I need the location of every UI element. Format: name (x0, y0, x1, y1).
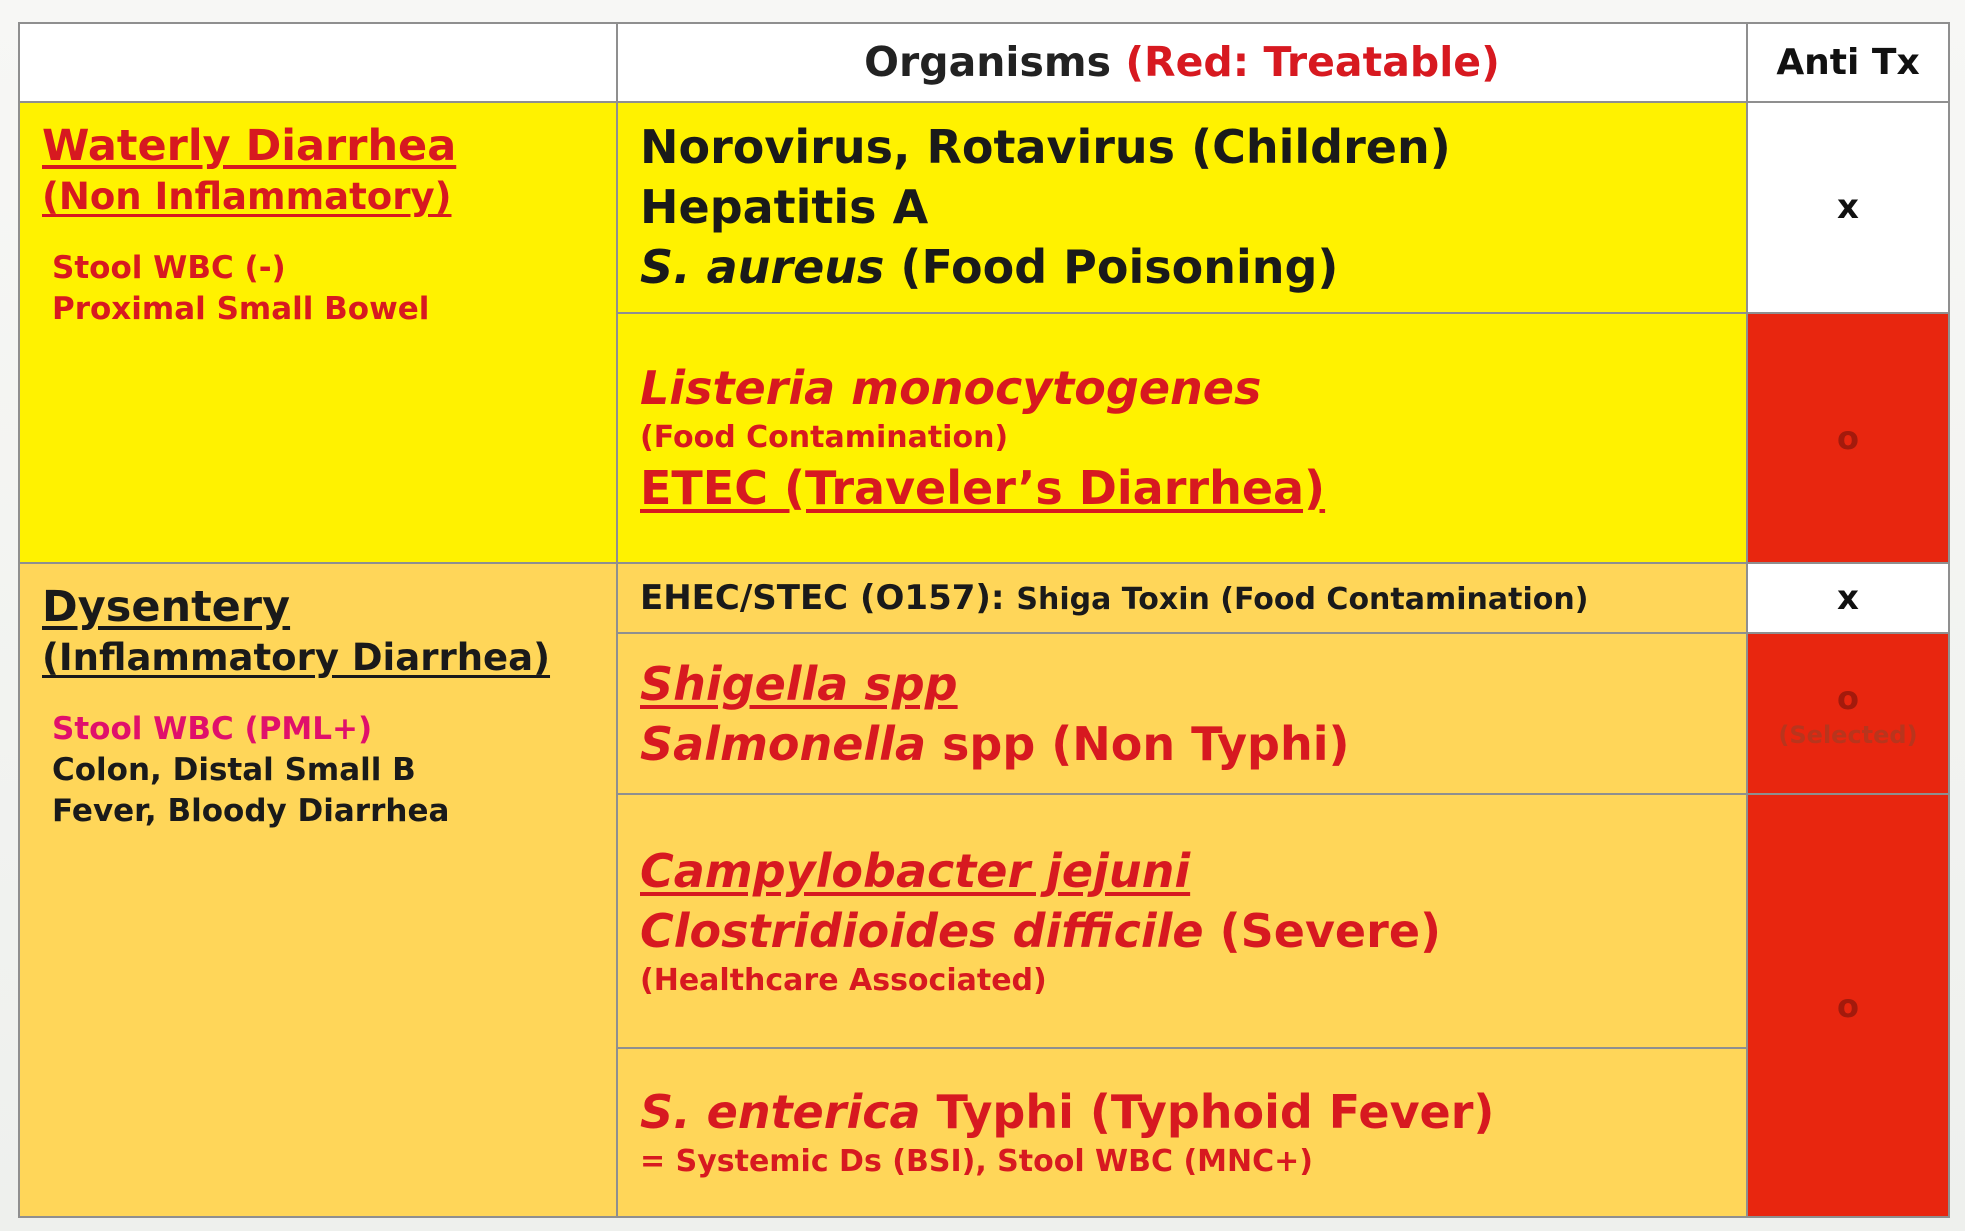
organism-salmonella (640, 714, 1746, 774)
organism-name: S. aureus (640, 240, 885, 295)
organism-listeria: Listeria monocytogenes (640, 360, 1262, 415)
note-location: Colon, Distal Small B (52, 751, 416, 788)
table-row (19, 102, 1949, 313)
category-watery-diarrhea (19, 102, 617, 563)
organism-name: Clostridioides difficile (640, 903, 1204, 958)
category-notes (52, 248, 616, 330)
organism-note: = Systemic Ds (BSI), Stool WBC (MNC+) (640, 1144, 1314, 1180)
anti-tx-mark: o (1747, 794, 1949, 1217)
organism-cell-viral (617, 102, 1747, 313)
organism-cell-campylobacter-cdiff (617, 794, 1747, 1048)
diarrhea-table (18, 22, 1950, 1218)
organism-s-enterica-typhi (640, 1082, 1746, 1142)
anti-tx-mark-selected (1747, 633, 1949, 794)
organism-detail: spp (Non Typhi) (926, 716, 1350, 771)
note-location: Proximal Small Bowel (52, 290, 430, 327)
anti-tx-mark: o (1837, 678, 1859, 717)
organism-hepatitis-a: Hepatitis A (640, 180, 929, 235)
category-title: Waterly Diarrhea (42, 120, 457, 171)
organism-ehec-stec (640, 578, 1746, 618)
organism-etec: ETEC (Traveler’s Diarrhea) (640, 460, 1326, 515)
treatable-legend: (Red: Treatable) (1125, 38, 1500, 87)
organisms-header (617, 23, 1747, 102)
table-row (19, 563, 1949, 633)
note-stool-wbc: Stool WBC (PML+) (52, 710, 373, 747)
header-row (19, 23, 1949, 102)
organism-cell-shigella-salmonella (617, 633, 1747, 794)
organism-detail: Shiga Toxin (Food Contamination) (1016, 581, 1589, 617)
anti-tx-mark: o (1747, 313, 1949, 563)
organism-s-aureus (640, 237, 1746, 297)
anti-tx-mark: x (1747, 563, 1949, 633)
category-dysentery (19, 563, 617, 1217)
anti-tx-header: Anti Tx (1747, 23, 1949, 102)
note-stool-wbc: Stool WBC (-) (52, 249, 286, 286)
header-empty-cell (19, 23, 617, 102)
category-subtitle: (Inflammatory Diarrhea) (42, 635, 551, 679)
organism-note: (Healthcare Associated) (640, 962, 1047, 998)
category-subtitle: (Non Inflammatory) (42, 174, 452, 218)
organism-detail: (Food Poisoning) (884, 240, 1339, 295)
organism-cell-typhi (617, 1048, 1747, 1217)
organisms-header-label: Organisms (864, 38, 1112, 87)
category-notes (52, 709, 616, 832)
organism-cell-ehec (617, 563, 1747, 633)
anti-tx-mark: x (1747, 102, 1949, 313)
organism-name: EHEC/STEC (O157): (640, 577, 1017, 618)
organism-shigella: Shigella spp (640, 656, 958, 711)
organism-detail: (Severe) (1203, 903, 1442, 958)
organism-name: Salmonella (640, 716, 926, 771)
organism-note: (Food Contamination) (640, 419, 1009, 455)
organism-campylobacter: Campylobacter jejuni (640, 843, 1191, 898)
organism-name: S. enterica (640, 1085, 921, 1140)
organism-cell-listeria-etec (617, 313, 1747, 563)
selected-note: (Selected) (1778, 720, 1918, 749)
organism-detail: Typhi (Typhoid Fever) (920, 1085, 1495, 1140)
category-title: Dysentery (42, 581, 291, 632)
organism-c-difficile (640, 901, 1746, 961)
organism-norovirus-rotavirus: Norovirus, Rotavirus (Children) (640, 120, 1451, 175)
note-symptoms: Fever, Bloody Diarrhea (52, 792, 450, 829)
